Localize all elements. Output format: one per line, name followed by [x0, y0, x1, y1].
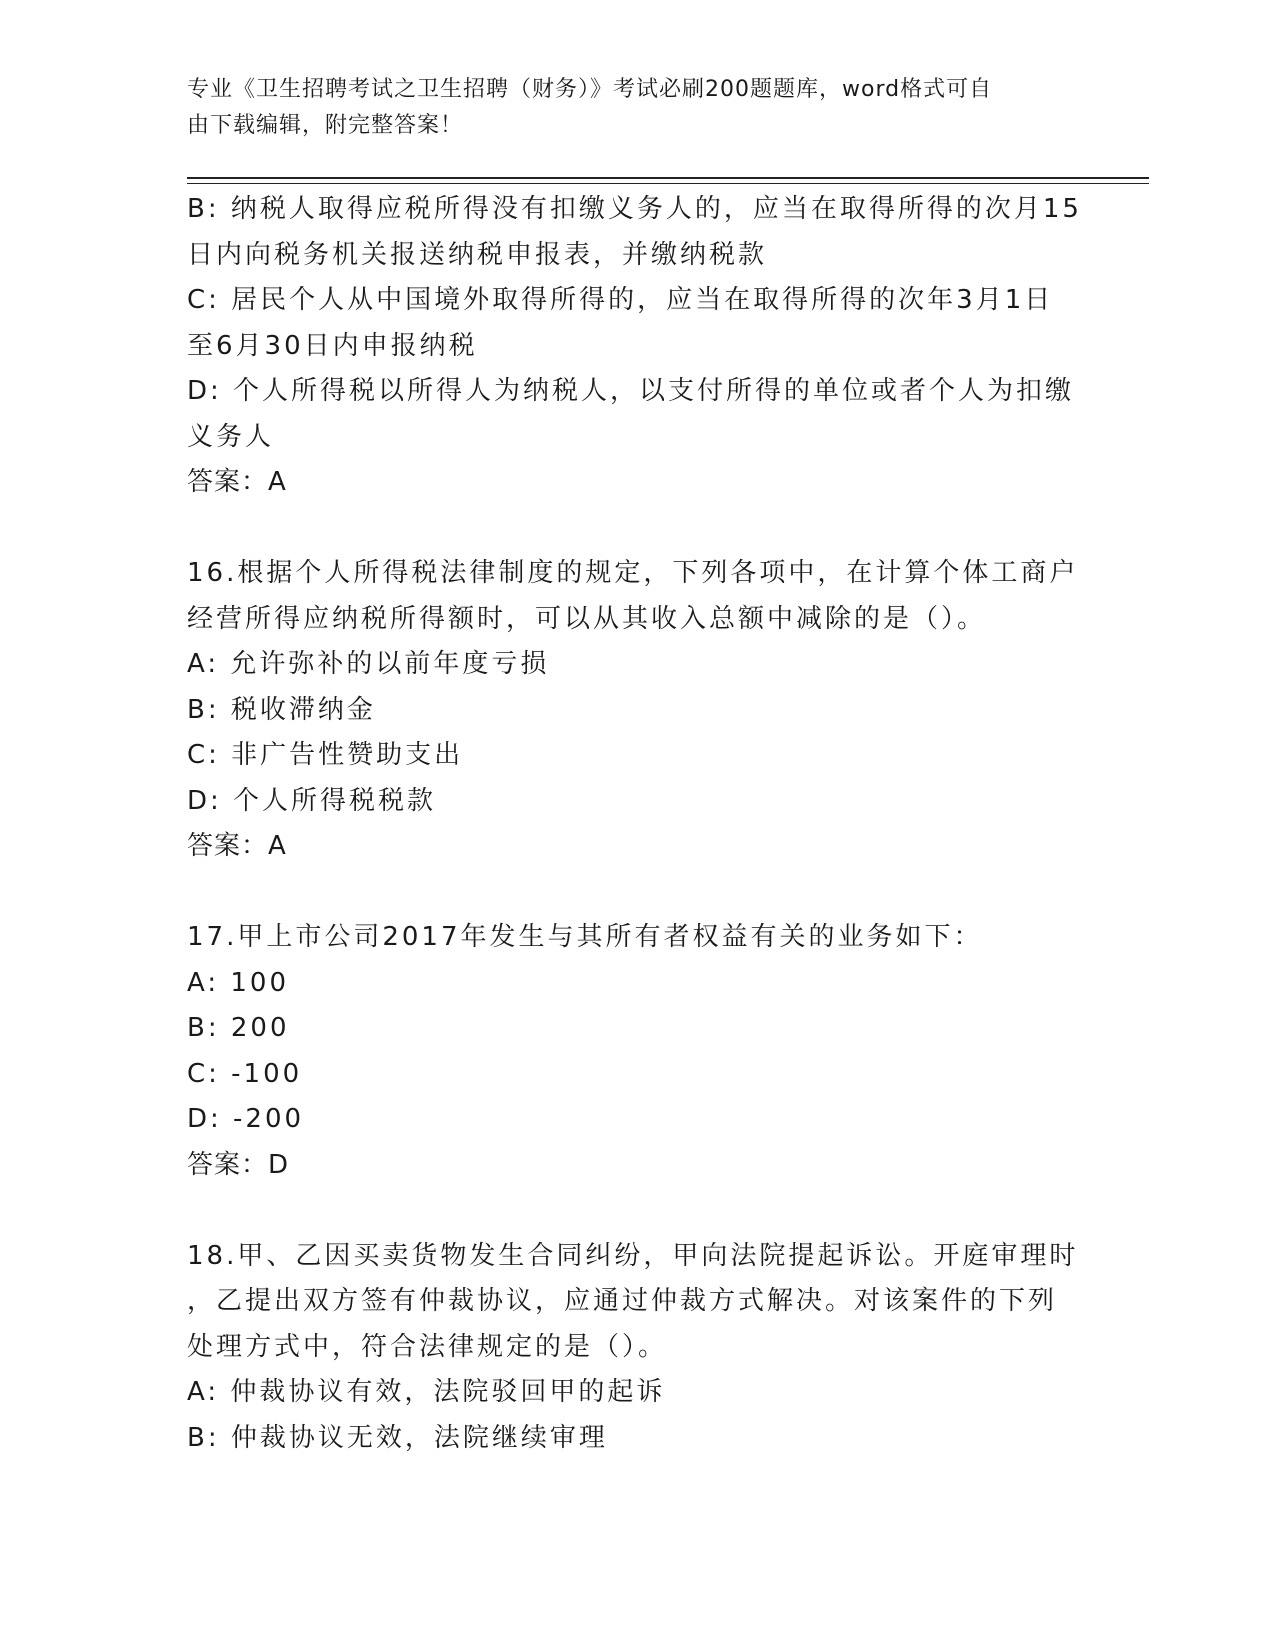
spacer — [187, 506, 1087, 552]
option-b-line-1: B: 纳税人取得应税所得没有扣缴义务人的，应当在取得所得的次月15 — [187, 194, 1082, 224]
question-15-continued — [187, 187, 1087, 506]
question-18 — [187, 1234, 1087, 1462]
option-c-line-1: C: 居民个人从中国境外取得所得的，应当在取得所得的次年3月1日 — [187, 285, 1054, 315]
option-a: A: 仲裁协议有效，法院驳回甲的起诉 — [187, 1377, 666, 1407]
question-stem-line-1: 17.甲上市公司2017年发生与其所有者权益有关的业务如下： — [187, 922, 983, 952]
option-c-line-2: 至6月30日内申报纳税 — [187, 330, 478, 361]
spacer — [187, 870, 1087, 916]
answer-16: 答案：A — [187, 831, 287, 861]
question-stem-line-1: 18.甲、乙因买卖货物发生合同纠纷，甲向法院提起诉讼。开庭审理时 — [187, 1240, 1079, 1271]
option-d-line-1: D: 个人所得税以所得人为纳税人，以支付所得的单位或者个人为扣缴 — [187, 376, 1075, 406]
document-body — [187, 187, 1087, 1461]
question-stem-line-2: 经营所得应纳税所得额时，可以从其收入总额中减除的是（）。 — [187, 603, 987, 634]
option-a: A: 100 — [187, 967, 289, 998]
question-stem-line-3: 处理方式中，符合法律规定的是（）。 — [187, 1331, 668, 1362]
option-a: A: 允许弥补的以前年度亏损 — [187, 649, 550, 679]
header-rule-thin — [187, 183, 1149, 184]
header-rule-thick — [187, 177, 1149, 179]
option-d: D: 个人所得税税款 — [187, 785, 437, 816]
answer-15: 答案：A — [187, 467, 287, 497]
option-d: D: -200 — [187, 1104, 305, 1134]
question-17 — [187, 915, 1087, 1188]
option-b: B: 200 — [187, 1013, 290, 1043]
question-stem-line-1: 16.根据个人所得税法律制度的规定，下列各项中，在计算个体工商户 — [187, 558, 1079, 588]
spacer — [187, 1188, 1087, 1234]
option-b: B: 仲裁协议无效，法院继续审理 — [187, 1422, 608, 1453]
option-d-line-2: 义务人 — [187, 421, 275, 452]
header-line-1: 专业《卫生招聘考试之卫生招聘（财务）》考试必刷200题题库，word格式可自 — [187, 77, 993, 102]
option-b: B: 税收滞纳金 — [187, 694, 376, 725]
question-stem-line-2: ，乙提出双方签有仲裁协议，应通过仲裁方式解决。对该案件的下列 — [187, 1286, 1058, 1316]
option-c: C: 非广告性赞助支出 — [187, 740, 464, 770]
option-b-line-2: 日内向税务机关报送纳税申报表，并缴纳税款 — [187, 239, 768, 270]
answer-17: 答案：D — [187, 1149, 290, 1180]
header-line-2: 由下载编辑，附完整答案！ — [187, 113, 464, 138]
question-16 — [187, 551, 1087, 870]
option-c: C: -100 — [187, 1058, 303, 1089]
document-header — [187, 72, 1067, 144]
